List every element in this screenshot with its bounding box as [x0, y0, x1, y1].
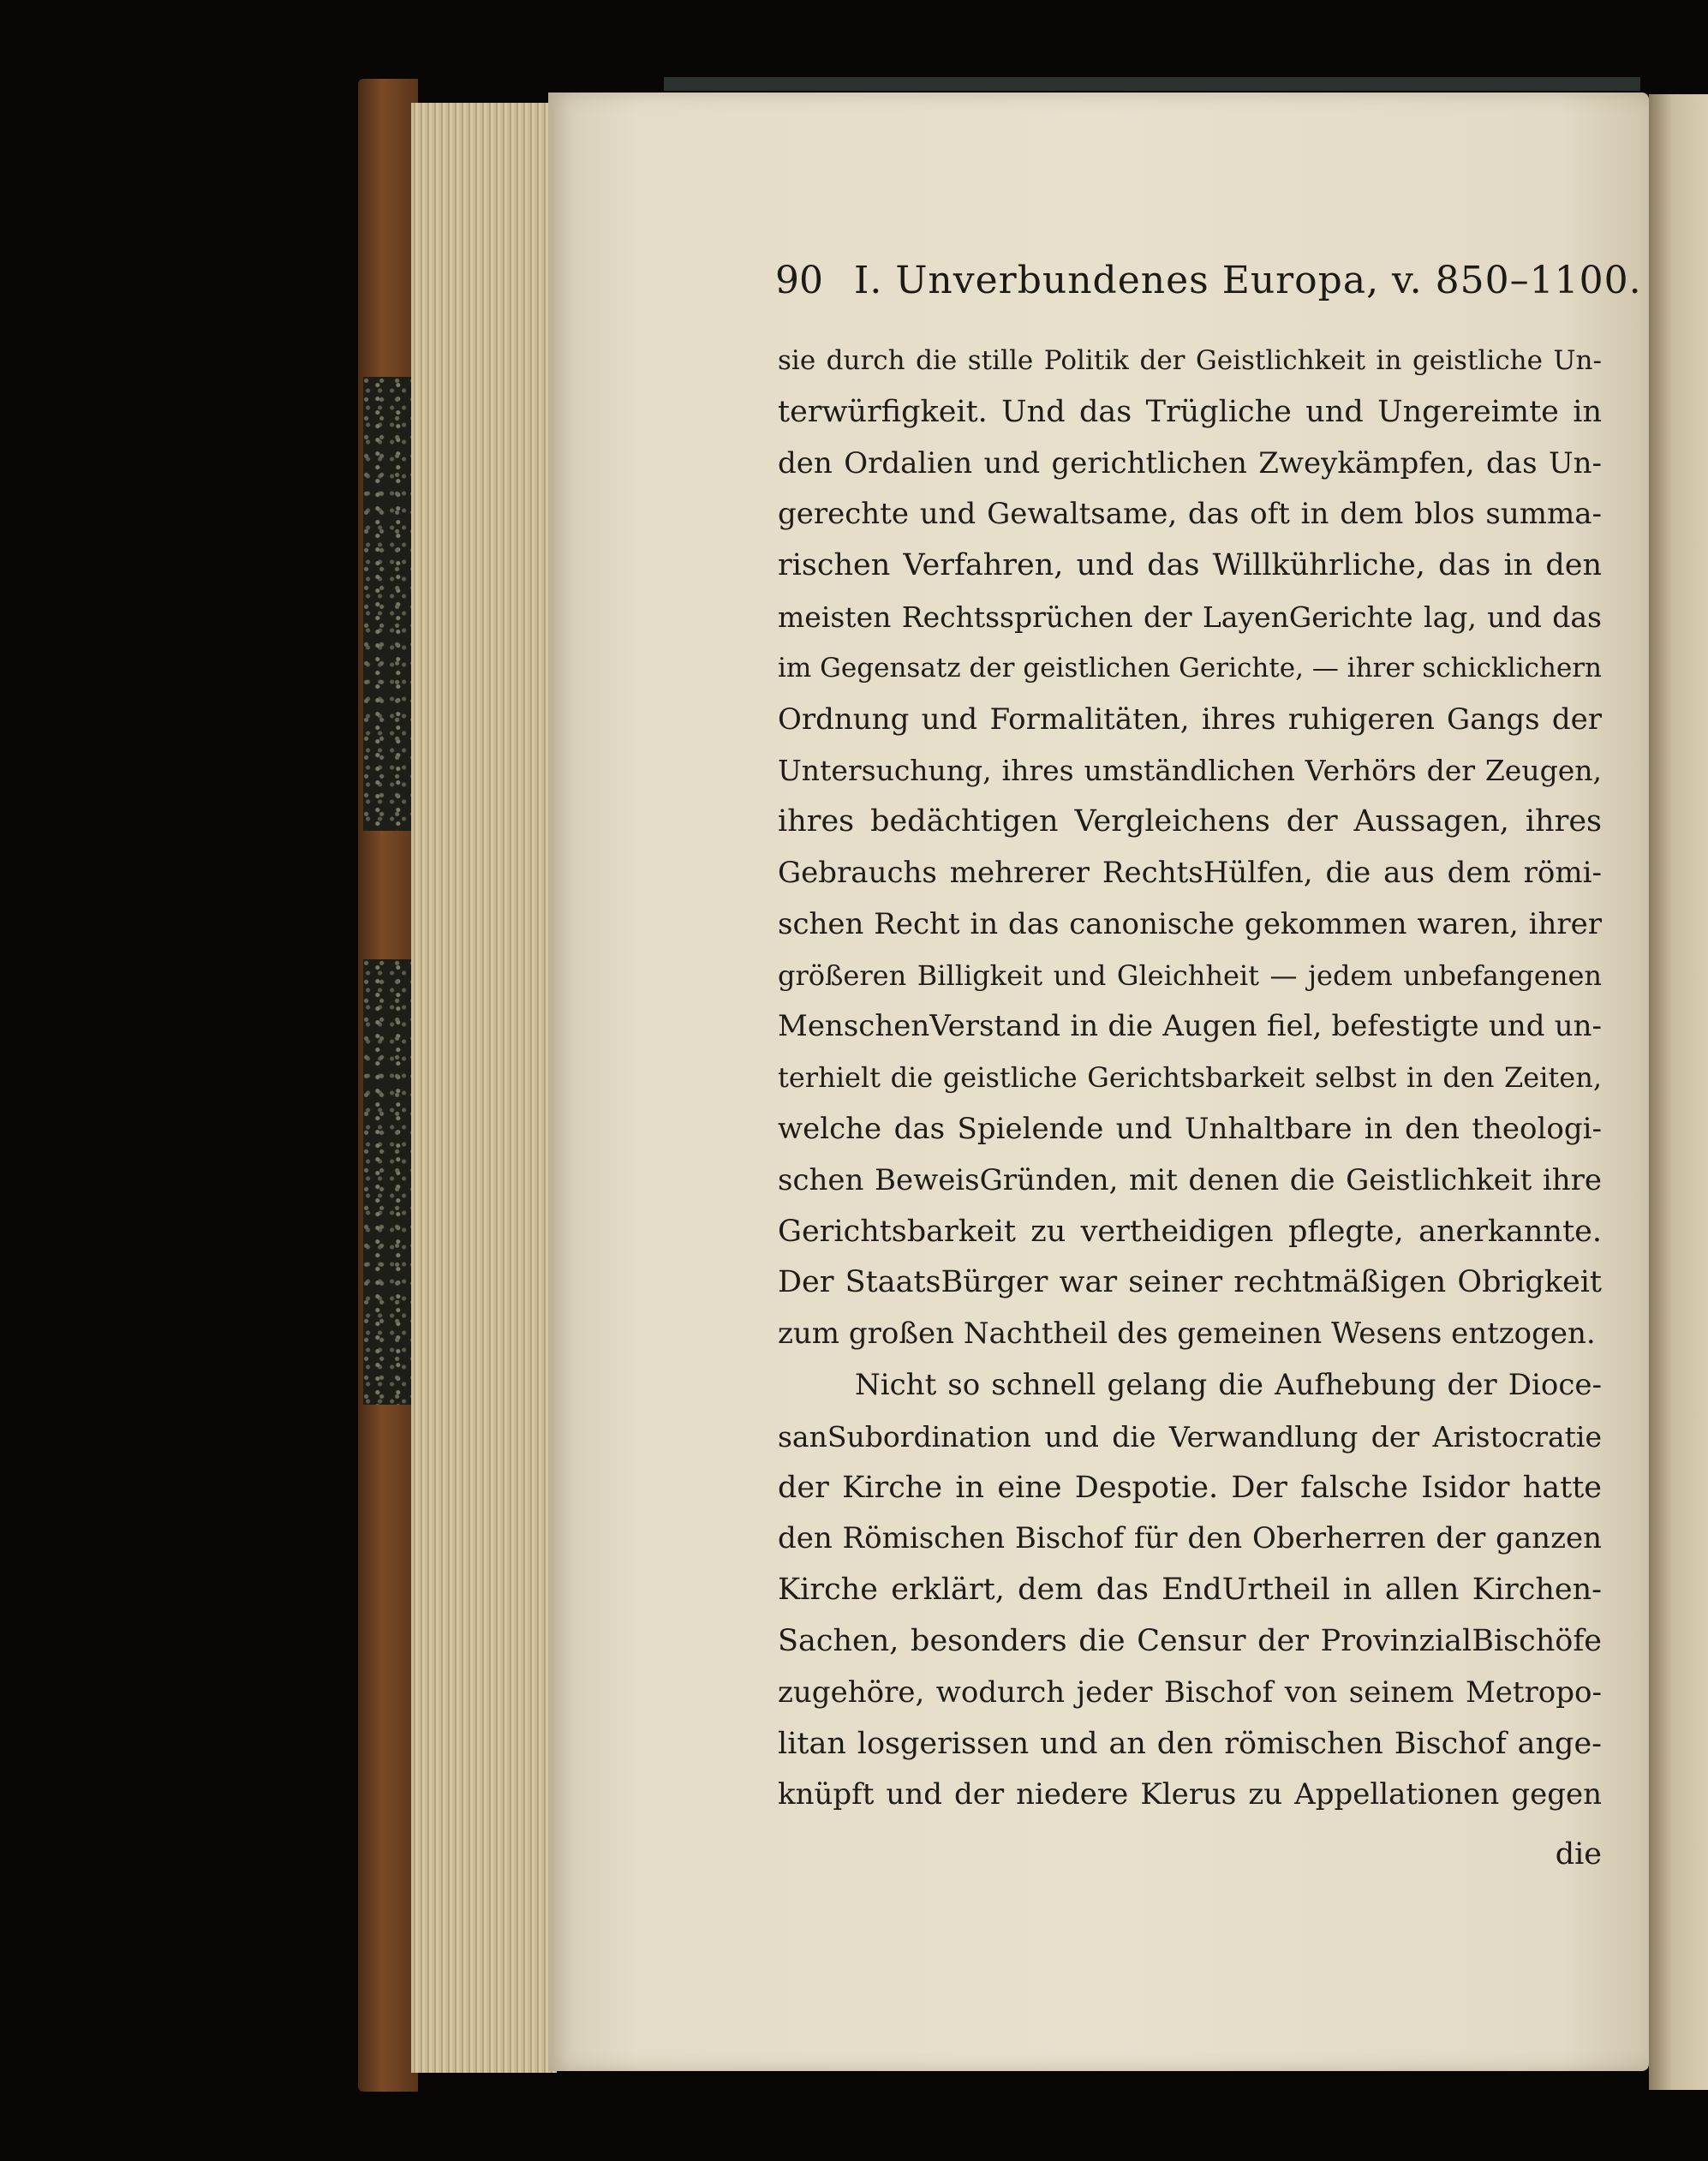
text-line: litan losgerissen und an den römischen Bischof ange-	[778, 1726, 1602, 1761]
page-number: 90	[775, 259, 823, 302]
text-line: welche das Spielende und Unhaltbare in den theologi-	[778, 1111, 1602, 1146]
text-line: terhielt die geistliche Gerichtsbarkeit selbst in den Zeiten,	[778, 1061, 1602, 1095]
text-line: Nicht so schnell gelang die Aufhebung der Dioce-	[855, 1367, 1602, 1402]
body-text	[778, 336, 1602, 1821]
text-line: MenschenVerstand in die Augen fiel, befestigte und un-	[778, 1009, 1602, 1044]
text-line: im Gegensatz der geistlichen Gerichte, — ihrer schicklichern	[778, 652, 1602, 684]
text-line: Untersuchung, ihres umständlichen Verhörs der Zeugen,	[778, 754, 1602, 788]
text-line: der Kirche in eine Despotie. Der falsche Isidor hatte	[778, 1470, 1602, 1505]
marbled-cover-panel	[363, 377, 413, 831]
text-line: meisten Rechtssprüchen der LayenGerichte lag, und das	[778, 600, 1602, 634]
text-line: sie durch die stille Politik der Geistlichkeit in geistliche Un-	[778, 345, 1602, 376]
facing-page-edge	[1649, 94, 1708, 2090]
text-line: den Ordalien und gerichtlichen Zweykämpfen, das Un-	[778, 445, 1602, 481]
text-line: gerechte und Gewaltsame, das oft in dem blos summa-	[778, 497, 1602, 532]
text-line: schen BeweisGründen, mit denen die Geistlichkeit ihre	[778, 1162, 1602, 1197]
text-line: ihres bedächtigen Vergleichens der Aussagen, ihres	[778, 804, 1602, 839]
marbled-cover-panel-lower	[363, 959, 413, 1405]
text-line: zugehöre, wodurch jeder Bischof von seinem Metropo-	[778, 1674, 1602, 1710]
page-stack-edge	[411, 103, 557, 2073]
text-line: den Römischen Bischof für den Oberherren der ganzen	[778, 1521, 1602, 1556]
text-line: zum großen Nachtheil des gemeinen Wesens entzogen.	[778, 1316, 1596, 1352]
text-line: Der StaatsBürger war seiner rechtmäßigen Obrigkeit	[778, 1265, 1602, 1300]
text-line: sanSubordination und die Verwandlung der Aristocratie	[778, 1419, 1602, 1454]
text-line: Gebrauchs mehrerer RechtsHülfen, die aus dem römi-	[778, 855, 1602, 890]
text-line: größeren Billigkeit und Gleichheit — jedem unbefangenen	[778, 958, 1602, 992]
top-edge-band	[664, 77, 1640, 91]
catchword: die	[1555, 1837, 1602, 1871]
text-line: knüpft und der niedere Klerus zu Appellationen gegen	[778, 1777, 1602, 1812]
text-line: rischen Verfahren, und das Willkührliche, das in den	[778, 548, 1602, 583]
text-line: Sachen, besonders die Censur der ProvinzialBischöfe	[778, 1623, 1602, 1658]
text-line: Ordnung und Formalitäten, ihres ruhigeren Gangs der	[778, 701, 1602, 737]
text-line: Gerichtsbarkeit zu vertheidigen pflegte, anerkannte.	[778, 1214, 1602, 1249]
text-line: schen Recht in das canonische gekommen waren, ihrer	[778, 906, 1602, 941]
page-header	[775, 250, 1642, 319]
text-line: terwürfigkeit. Und das Trügliche und Ungereimte in	[778, 394, 1602, 429]
text-line: Kirche erklärt, dem das EndUrtheil in allen Kirchen-	[778, 1573, 1602, 1608]
running-title: I. Unverbundenes Europa, v. 850–1100.	[854, 259, 1642, 302]
